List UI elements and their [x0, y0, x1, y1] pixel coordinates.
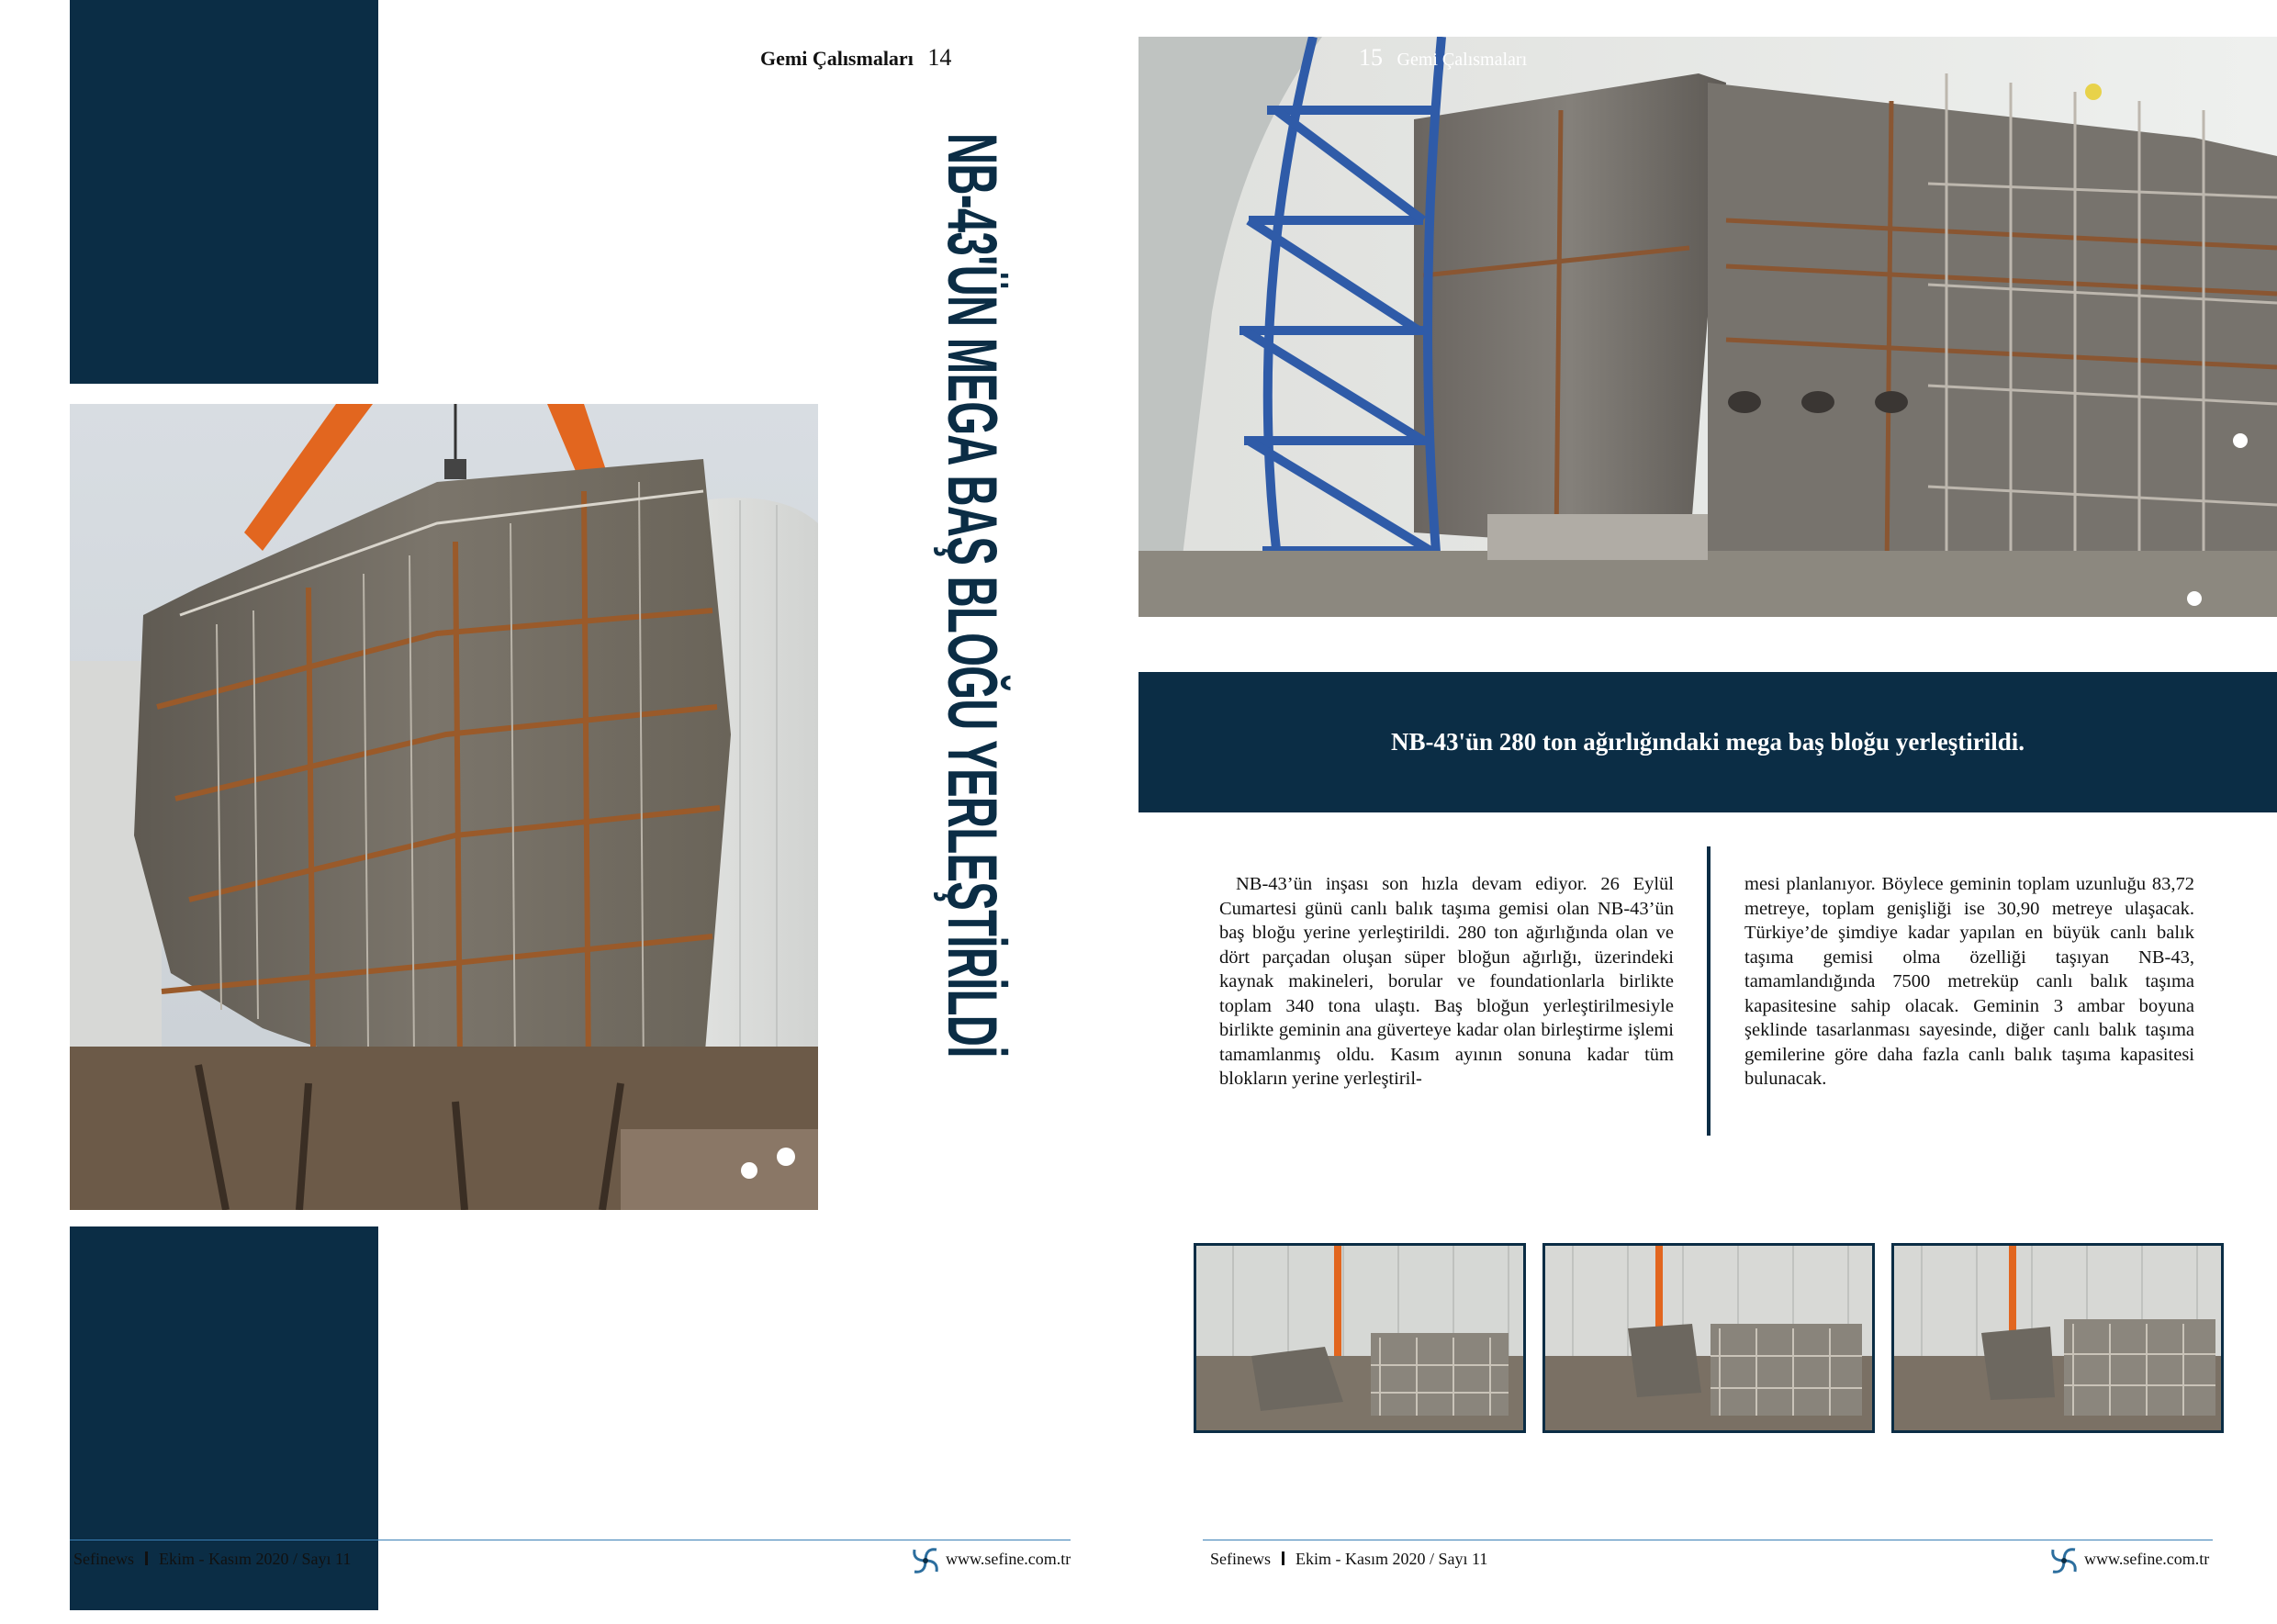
- left-footer-separator: [145, 1551, 148, 1565]
- ship-bow-photo: [70, 404, 818, 1210]
- right-page-number: 15: [1359, 44, 1383, 71]
- caption-text: NB-43'ün 280 ton ağırlığındaki mega baş bloğu yerleştirildi.: [1390, 728, 2025, 756]
- left-footer-brand: Sefinews: [73, 1550, 134, 1568]
- right-page-header: [1359, 44, 1527, 72]
- left-footer-issue: [73, 1550, 351, 1569]
- right-footer-separator: [1282, 1551, 1284, 1565]
- right-footer-issue-text: Ekim - Kasım 2020 / Sayı 11: [1296, 1550, 1488, 1568]
- right-header-section: Gemi Çalısmaları: [1396, 50, 1528, 70]
- thumbnail-photo-2: [1542, 1243, 1875, 1433]
- caption-band: [1138, 672, 2277, 812]
- thumbnail-photo-1: [1194, 1243, 1526, 1433]
- left-page-number: 14: [927, 44, 952, 71]
- thumbnail-photo-3: [1891, 1243, 2224, 1433]
- sefine-logo-icon: [2047, 1544, 2081, 1577]
- ship-hull-photo: [1138, 37, 2277, 617]
- column-divider: [1707, 846, 1711, 1136]
- right-footer-website[interactable]: www.sefine.com.tr: [2084, 1550, 2210, 1568]
- article-column-1: [1219, 872, 1674, 1092]
- left-page-header: [760, 44, 951, 72]
- article-title-text: NB-43'ÜN MEGA BAŞ BLOĞU YERLEŞTİRİLDİ: [933, 133, 1011, 1058]
- left-footer-website[interactable]: www.sefine.com.tr: [946, 1550, 1071, 1568]
- vertical-title-container: [933, 133, 1011, 1510]
- left-footer-issue-text: Ekim - Kasım 2020 / Sayı 11: [159, 1550, 352, 1568]
- right-footer-issue: [1210, 1550, 1487, 1569]
- article-column-2: [1744, 872, 2194, 1092]
- sefine-logo-icon: [909, 1544, 942, 1577]
- left-header-section: Gemi Çalısmaları: [760, 47, 914, 70]
- top-navy-block: [70, 0, 378, 384]
- article-paragraph-1: NB-43’ün inşası son hızla devam ediyor. 26 Eylül Cumartesi günü canlı balık taşıma gemisi olan NB-43’ün baş bloğu yerine yerleştirildi. 280 ton ağırlığında olan ve dört parçadan oluşan süper bloğun ağırlığı, üzerindeki kaynak makineleri, borular ve foundationlarla birlikte toplam 340 tona ulaştı. Baş bloğun yerleştirilmesiyle birlikte geminin ana güverteye kadar olan birleştirme işlemi tamamlanmış oldu. Kasım ayının sonuna kadar tüm blokların yerine yerleştiril-: [1219, 874, 1674, 1089]
- right-footer-brand: Sefinews: [1210, 1550, 1271, 1568]
- article-title: [933, 133, 1011, 1510]
- article-paragraph-2: mesi planlanıyor. Böylece geminin toplam uzunluğu 83,72 metreye, toplam genişliği ise 30,90 metreye ulaşacak. Türkiye’de şimdiye kadar yapılan en büyük canlı balık taşıma gemisi olma özelliği taşıyan NB-43, tamamlandığında 7500 metreküp canlı balık taşıma kapasitesine sahip olacak. Geminin 3 ambar boyuna şeklinde tasarlanması sayesinde, diğer canlı balık taşıma gemilerine göre daha fazla canlı balık taşıma kapasitesi bulunacak.: [1744, 874, 2194, 1089]
